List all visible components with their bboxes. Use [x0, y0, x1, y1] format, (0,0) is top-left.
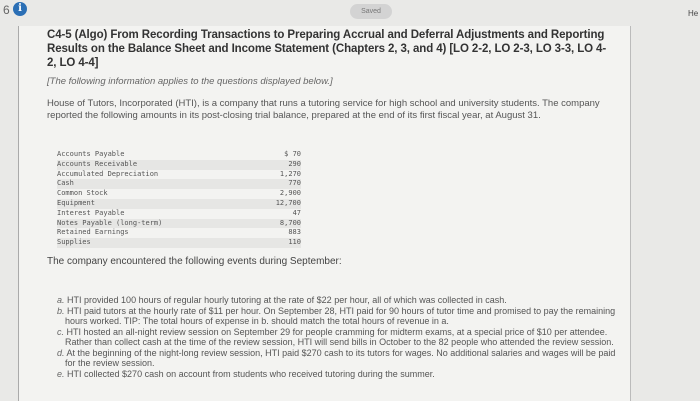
account-name: Common Stock [57, 189, 108, 198]
saved-status-badge: Saved [350, 4, 392, 19]
info-note: [The following information applies to the questions displayed below.] [47, 76, 333, 87]
event-text: HTI provided 100 hours of regular hourly tutoring at the rate of $22 per hour, all of which was collected in cash. [67, 295, 507, 305]
table-row [57, 179, 301, 189]
event-text: HTI collected $270 cash on account from students who received tutoring during the summer. [67, 368, 435, 379]
table-row [57, 219, 301, 229]
question-title: C4-5 (Algo) From Recording Transactions to Preparing Accrual and Deferral Adjustments and Reporting Results on the Balance Sheet and Income Statement (Chapters 2, 3, and 4) [LO 2-2, LO 2-3, LO 3-3, LO 4-2, LO 4-4] [47, 29, 607, 69]
question-number: 6 [3, 3, 10, 17]
account-amount: 883 [288, 228, 301, 237]
event-item [57, 306, 617, 327]
events-list [57, 295, 617, 379]
event-letter: d. [57, 347, 65, 358]
help-link[interactable]: He [688, 9, 699, 18]
event-item [57, 327, 617, 348]
trial-balance-table [57, 150, 301, 248]
account-name: Supplies [57, 238, 91, 247]
table-row [57, 199, 301, 209]
account-name: Equipment [57, 198, 95, 207]
account-amount: 8,700 [279, 218, 301, 227]
account-amount: 110 [288, 238, 301, 247]
table-row [57, 189, 301, 199]
account-amount: 1,270 [279, 169, 301, 178]
table-row [57, 238, 301, 248]
account-amount: 47 [292, 208, 301, 217]
event-text: HTI hosted an all-night review session on September 29 for people cramming for midterm exams, at a special price of $10 per attendee. Rather than collect cash at the time of the review session, HTI will send bills in October to the 82 people who attended the review session. [65, 326, 614, 347]
table-row [57, 209, 301, 219]
event-text: At the beginning of the night-long review session, HTI paid $270 cash to its tutors for wages. No additional salaries and wages will be paid for the review session. [65, 347, 616, 368]
account-name: Notes Payable (long-term) [57, 218, 163, 227]
account-amount: 290 [288, 159, 301, 168]
account-amount: $ 70 [284, 150, 301, 158]
account-name: Accumulated Depreciation [57, 169, 159, 178]
account-name: Retained Earnings [57, 228, 129, 237]
intro-paragraph: House of Tutors, Incorporated (HTI), is a company that runs a tutoring service for high school and university students. The company reported the following amounts in its post-closing trial balance, prepared at the end of its first fiscal year, at August 31. [47, 98, 600, 121]
event-text: HTI paid tutors at the hourly rate of $11 per hour. On September 28, HTI paid for 90 hours of tutor time and promised to pay the remaining hours worked. TIP: The total hours of expense in b. should match the total hours of revenue in a. [65, 305, 616, 326]
account-amount: 12,700 [275, 198, 301, 207]
question-panel [18, 26, 631, 401]
account-name: Cash [57, 179, 74, 188]
info-icon[interactable]: i [13, 2, 27, 16]
event-letter: a. [57, 295, 65, 305]
event-item [57, 348, 617, 369]
account-name: Accounts Payable [57, 150, 125, 158]
table-row [57, 170, 301, 180]
account-amount: 2,900 [279, 189, 301, 198]
event-letter: b. [57, 305, 65, 316]
event-letter: e. [57, 368, 65, 379]
table-row [57, 150, 301, 160]
events-intro: The company encountered the following events during September: [47, 256, 342, 267]
table-row [57, 160, 301, 170]
table-row [57, 228, 301, 238]
account-name: Accounts Receivable [57, 159, 138, 168]
event-letter: c. [57, 326, 65, 337]
event-item [57, 369, 617, 380]
account-name: Interest Payable [57, 208, 125, 217]
account-amount: 770 [288, 179, 301, 188]
event-item [57, 295, 617, 306]
